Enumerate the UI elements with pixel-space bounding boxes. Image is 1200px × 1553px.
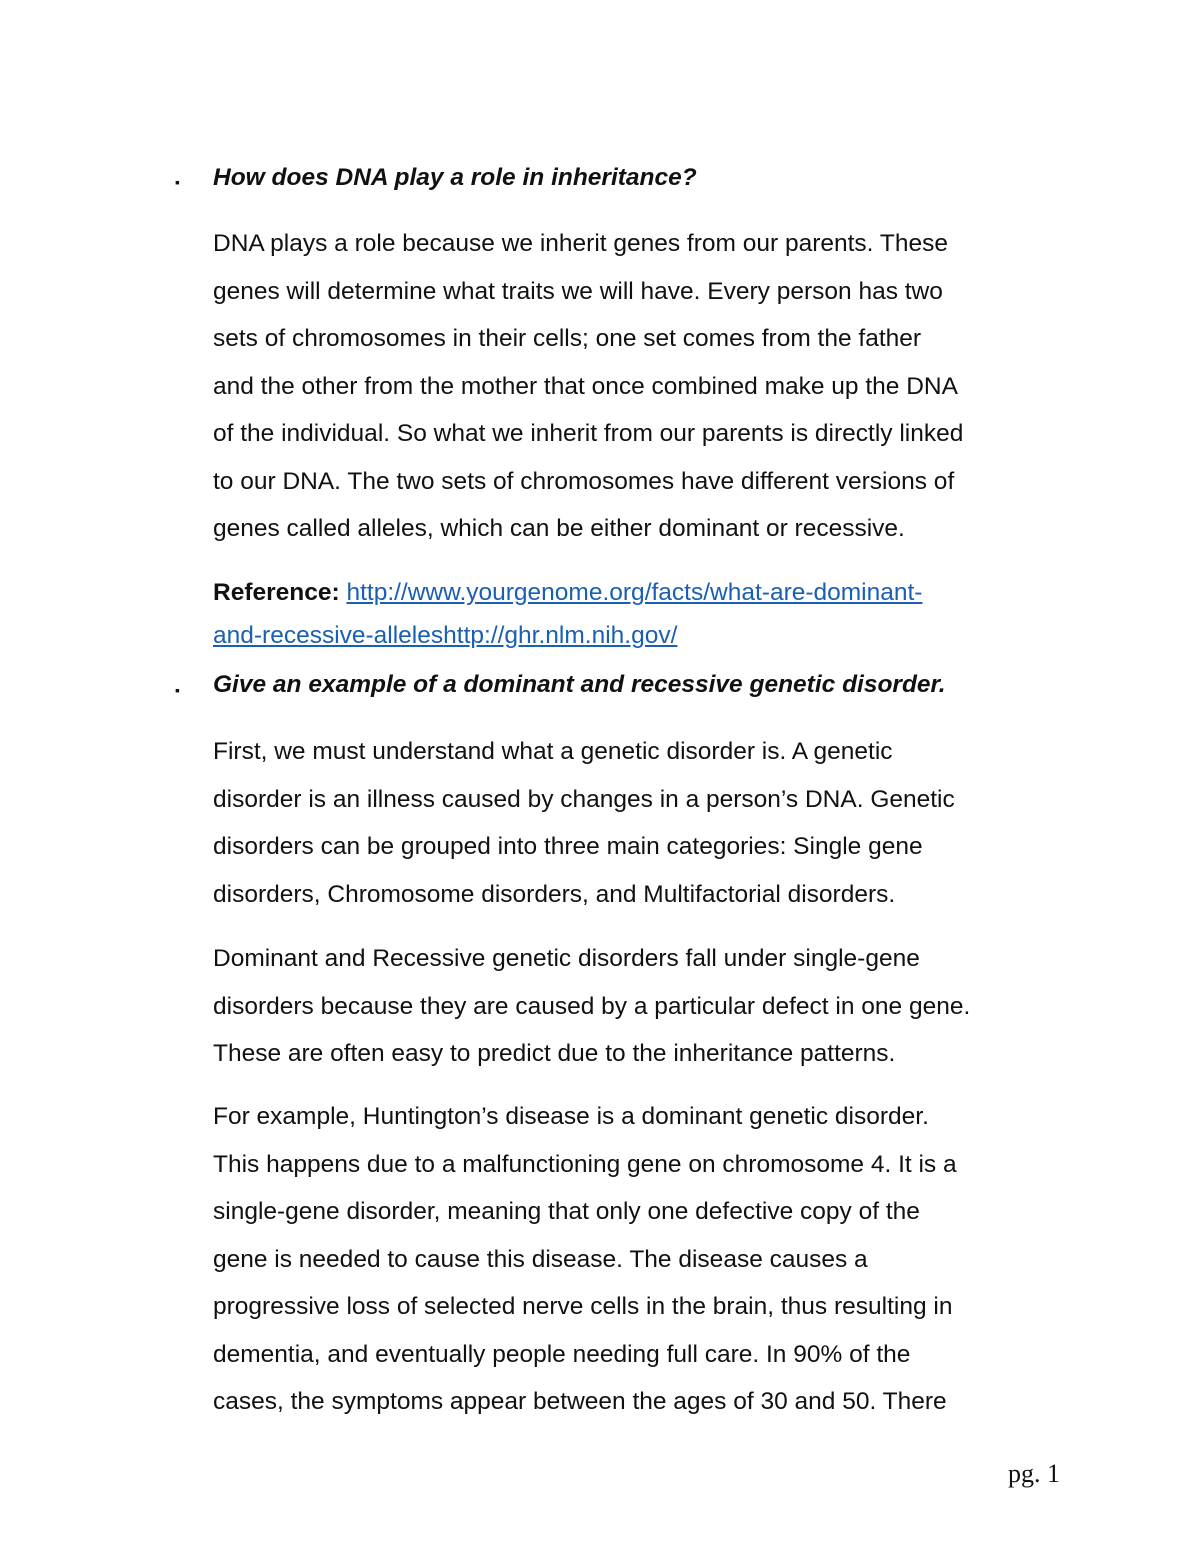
text-line: gene is needed to cause this disease. The disease causes a (213, 1245, 868, 1273)
text-line: disorder is an illness caused by changes in a person’s DNA. Genetic (213, 785, 955, 813)
answer-paragraph-4 (213, 1093, 1093, 1426)
text-line: and the other from the mother that once combined make up the DNA (213, 372, 958, 400)
answer-paragraph-2 (213, 728, 1093, 918)
bullet-marker: ▪ (175, 682, 180, 698)
reference-block (213, 571, 1093, 657)
answer-paragraph-1 (213, 220, 1093, 553)
text-line: genes called alleles, which can be either dominant or recessive. (213, 515, 905, 542)
text-line: disorders, Chromosome disorders, and Multifactorial disorders. (213, 880, 896, 908)
text-line: These are often easy to predict due to the inheritance patterns. (213, 1040, 896, 1067)
text-line: of the individual. So what we inherit from our parents is directly linked (213, 420, 964, 447)
text-line: sets of chromosomes in their cells; one set comes from the father (213, 325, 922, 352)
bullet-marker: ▪ (175, 174, 180, 190)
text-line: disorders can be grouped into three main categories: Single gene (213, 833, 923, 860)
reference-link-yourgenome[interactable]: http://www.yourgenome.org/facts/what-are-dominant- (346, 579, 923, 606)
page-number: pg. 1 (1008, 1459, 1060, 1488)
text-line: genes will determine what traits we will have. Every person has two (213, 277, 943, 305)
text-line: to our DNA. The two sets of chromosomes have different versions of (213, 467, 955, 495)
text-line: cases, the symptoms appear between the ages of 30 and 50. There (213, 1388, 947, 1415)
reference-label: Reference: (213, 579, 340, 606)
text-line: progressive loss of selected nerve cells in the brain, thus resulting in (213, 1293, 953, 1320)
text-line: disorders because they are caused by a particular defect in one gene. (213, 992, 971, 1020)
reference-link-ghr[interactable]: http://ghr.nlm.nih.gov/ (443, 622, 678, 649)
text-line: First, we must understand what a genetic disorder is. A genetic (213, 738, 893, 765)
text-line: DNA plays a role because we inherit genes from our parents. These (213, 230, 948, 257)
text-line: dementia, and eventually people needing full care. In 90% of the (213, 1340, 911, 1368)
answer-paragraph-3 (213, 935, 1093, 1078)
text-line: Dominant and Recessive genetic disorders fall under single-gene (213, 945, 920, 972)
question-heading-2: Give an example of a dominant and recessive genetic disorder. (213, 671, 946, 698)
text-line: single-gene disorder, meaning that only one defective copy of the (213, 1198, 920, 1225)
reference-link-yourgenome-continued[interactable]: and-recessive-alleles (213, 622, 444, 649)
question-heading-1: How does DNA play a role in inheritance? (213, 164, 697, 191)
text-line: For example, Huntington’s disease is a dominant genetic disorder. (213, 1103, 929, 1130)
text-line: This happens due to a malfunctioning gene on chromosome 4. It is a (213, 1150, 957, 1178)
